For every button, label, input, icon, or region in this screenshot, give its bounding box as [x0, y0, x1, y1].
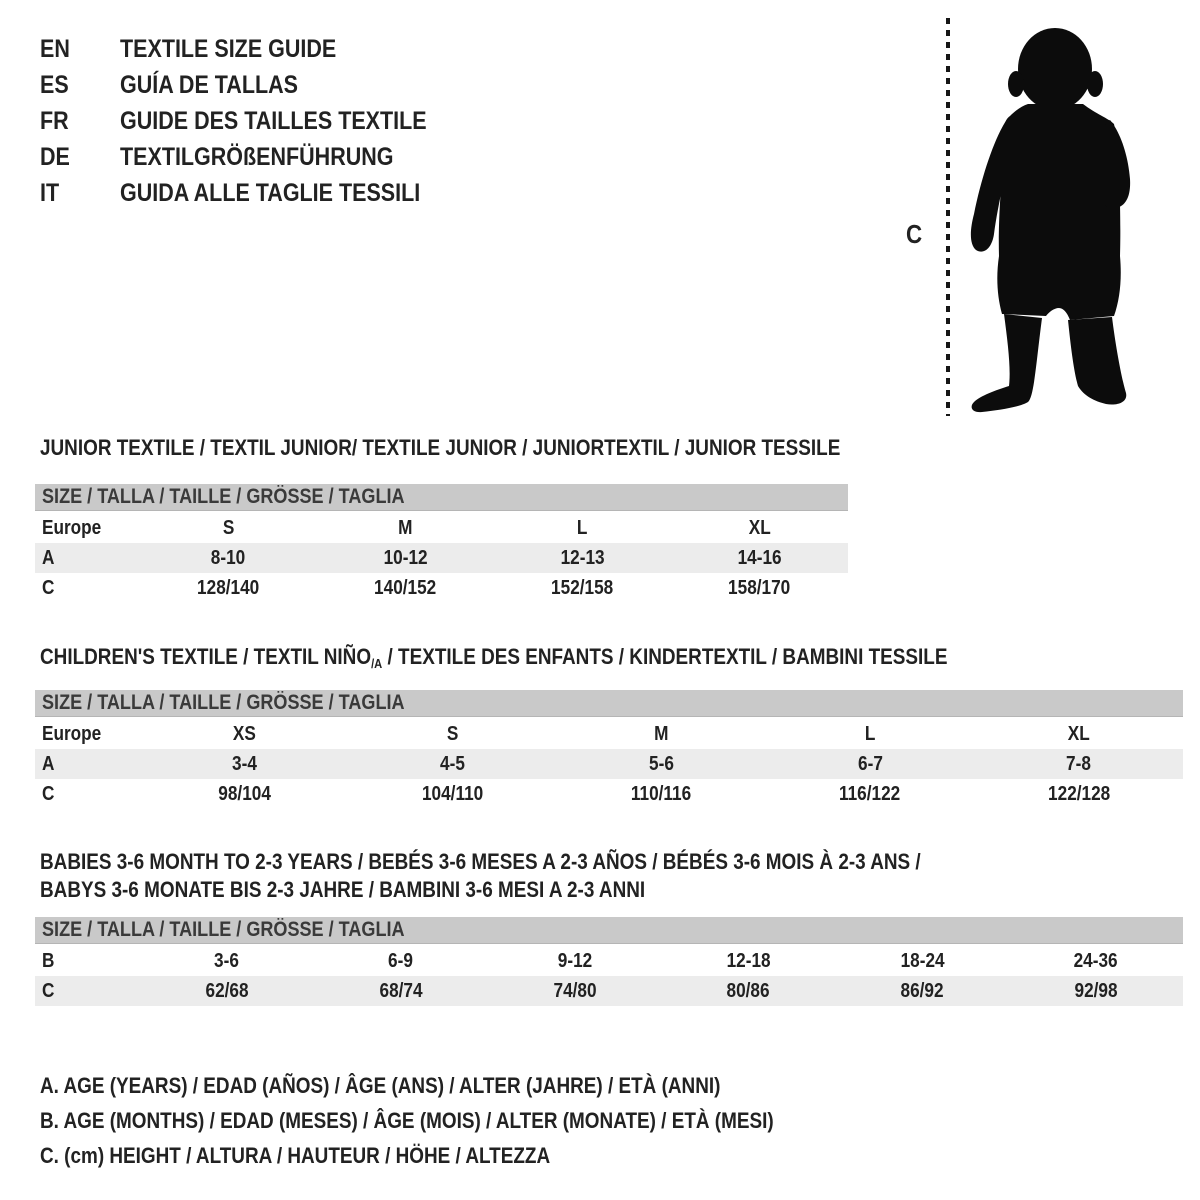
height-cell: 80/86: [726, 979, 770, 1002]
language-code: DE: [40, 142, 70, 171]
height-cell: 92/98: [1074, 979, 1118, 1002]
guide-title: GUIDE DES TAILLES TEXTILE: [120, 106, 427, 135]
table-row: [35, 976, 1183, 1006]
size-cell: L: [577, 516, 588, 539]
height-cell: 68/74: [379, 979, 423, 1002]
row-label-cell: B: [42, 949, 55, 972]
language-code: EN: [40, 34, 70, 63]
title-subscript: /A: [371, 656, 383, 671]
guide-title: TEXTILGRÖßENFÜHRUNG: [120, 142, 394, 171]
height-cell: 62/68: [205, 979, 249, 1002]
table-row: [35, 543, 848, 573]
legend-line-b: B. AGE (MONTHS) / EDAD (MESES) / ÂGE (MOIS) / ALTER (MONATE) / ETÀ (MESI): [40, 1108, 774, 1133]
age-cell: 5-6: [649, 752, 674, 775]
height-measure-label: C: [906, 219, 923, 249]
age-cell: 6-7: [857, 752, 883, 775]
language-row: [40, 103, 477, 139]
guide-title: GUÍA DE TALLAS: [120, 70, 298, 99]
language-title-block: [40, 31, 477, 211]
language-code: FR: [40, 106, 69, 135]
toddler-silhouette-icon: [968, 24, 1136, 416]
height-cell: 122/128: [1047, 782, 1110, 805]
height-dashed-line: [946, 18, 950, 416]
language-row: [40, 175, 477, 211]
size-cell: M: [654, 722, 669, 745]
height-cell: 140/152: [374, 576, 437, 599]
guide-title: GUIDA ALLE TAGLIE TESSILI: [120, 178, 421, 207]
language-row: [40, 67, 477, 103]
age-cell: 10-12: [383, 546, 428, 569]
measure-legend: [40, 1068, 893, 1173]
table-row: [35, 573, 848, 603]
age-cell: 14-16: [737, 546, 782, 569]
table-row: [35, 749, 1183, 779]
row-label-cell: C: [42, 576, 55, 599]
size-header-bar: SIZE / TALLA / TAILLE / GRÖSSE / TAGLIA: [35, 484, 848, 511]
height-cell: 86/92: [900, 979, 944, 1002]
size-cell: XS: [232, 722, 256, 745]
table-row: [35, 779, 1183, 809]
age-cell: 4-5: [440, 752, 466, 775]
children-section-title: CHILDREN'S TEXTILE / TEXTIL $NIÑO_{/A}$ / TEXTILE DES ENFANTS / KINDERTEXTIL / BAMBINI TESSILE: [40, 644, 948, 671]
babies-title-line1: BABIES 3-6 MONTH TO 2-3 YEARS / BEBÉS 3-6 MESES A 2-3 AÑOS / BÉBÉS 3-6 MOIS À 2-3 ANS /: [40, 849, 921, 874]
size-cell: S: [447, 722, 459, 745]
height-cell: 116/122: [839, 782, 901, 805]
age-cell: 12-13: [560, 546, 605, 569]
age-cell: 6-9: [388, 949, 414, 972]
junior-section-title: JUNIOR TEXTILE / TEXTIL JUNIOR/ TEXTILE JUNIOR / JUNIORTEXTIL / JUNIOR TESSILE: [40, 435, 841, 460]
height-cell: 104/110: [422, 782, 484, 805]
language-code: ES: [40, 70, 69, 99]
row-label-cell: Europe: [42, 722, 102, 745]
height-cell: 98/104: [217, 782, 271, 805]
language-code: IT: [40, 178, 60, 207]
height-cell: 110/116: [631, 782, 692, 805]
language-row: [40, 139, 477, 175]
height-cell: 152/158: [551, 576, 614, 599]
size-header-bar: SIZE / TALLA / TAILLE / GRÖSSE / TAGLIA: [35, 917, 1183, 944]
table-row: [35, 719, 1183, 749]
legend-line-a: A. AGE (YEARS) / EDAD (AÑOS) / ÂGE (ANS) / ALTER (JAHRE) / ETÀ (ANNI): [40, 1073, 721, 1098]
size-cell: M: [398, 516, 413, 539]
age-cell: 24-36: [1074, 949, 1119, 972]
junior-size-table: [35, 484, 848, 603]
row-label-cell: A: [42, 752, 55, 775]
table-row: [35, 946, 1183, 976]
height-cell: 158/170: [728, 576, 791, 599]
age-cell: 7-8: [1066, 752, 1092, 775]
babies-title-line2: BABYS 3-6 MONATE BIS 2-3 JAHRE / BAMBINI 3-6 MESI A 2-3 ANNI: [40, 877, 646, 902]
babies-size-table: [35, 917, 1183, 1006]
age-cell: 3-4: [231, 752, 257, 775]
age-cell: 18-24: [900, 949, 945, 972]
guide-title: TEXTILE SIZE GUIDE: [120, 34, 337, 63]
children-size-table: [35, 690, 1183, 809]
age-cell: 12-18: [726, 949, 771, 972]
height-cell: 74/80: [553, 979, 597, 1002]
size-cell: L: [864, 722, 876, 745]
row-label-cell: Europe: [42, 516, 102, 539]
language-row: [40, 31, 477, 67]
age-cell: 3-6: [214, 949, 240, 972]
row-label-cell: A: [42, 546, 55, 569]
size-cell: XL: [748, 516, 771, 539]
row-label-cell: C: [42, 979, 55, 1002]
age-cell: 8-10: [211, 546, 246, 569]
table-row: [35, 513, 848, 543]
size-header-bar: SIZE / TALLA / TAILLE / GRÖSSE / TAGLIA: [35, 690, 1183, 717]
row-label-cell: C: [42, 782, 55, 805]
size-cell: S: [222, 516, 235, 539]
legend-line-c: C. (cm) HEIGHT / ALTURA / HAUTEUR / HÖHE / ALTEZZA: [40, 1143, 551, 1168]
babies-section-title: [40, 848, 1064, 904]
size-cell: XL: [1067, 722, 1090, 745]
height-cell: 128/140: [197, 576, 260, 599]
age-cell: 9-12: [557, 949, 592, 972]
